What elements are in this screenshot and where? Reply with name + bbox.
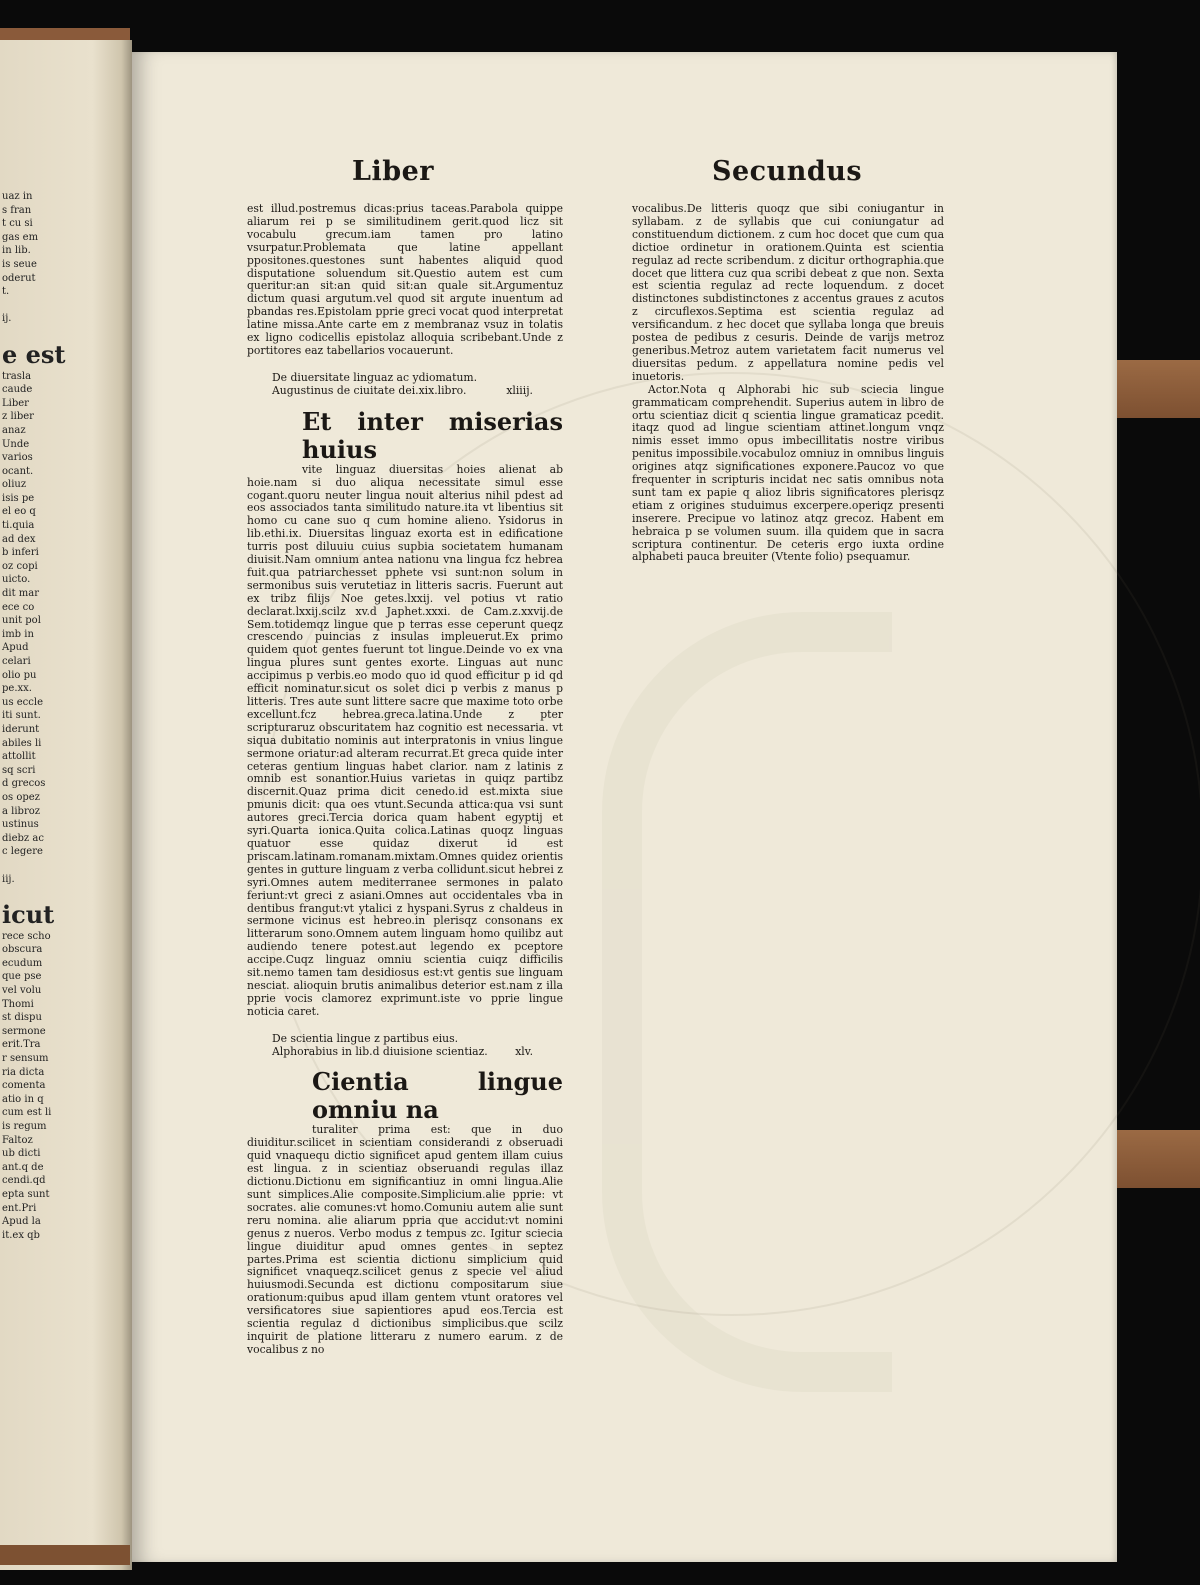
left-page-line: unit pol bbox=[2, 615, 41, 627]
left-page-line: z liber bbox=[2, 411, 34, 423]
left-page-line: e est bbox=[2, 339, 66, 369]
left-page-line: Thomi bbox=[2, 998, 34, 1010]
rubric-title: De diuersitate linguaz ac ydiomatum. bbox=[272, 370, 478, 384]
left-page-line: Apud bbox=[2, 642, 29, 654]
left-page-text bbox=[2, 190, 92, 1242]
left-page-line: it.ex qb bbox=[2, 1229, 40, 1241]
left-page-line bbox=[2, 299, 92, 313]
rubric bbox=[247, 1033, 563, 1059]
left-page-line: Apud la bbox=[2, 1216, 41, 1228]
left-cover-edge-bottom bbox=[0, 1545, 130, 1565]
left-page-line: olio pu bbox=[2, 669, 37, 681]
left-page-line: os opez bbox=[2, 791, 40, 803]
chapter-heading: Et inter miserias huius bbox=[302, 406, 563, 464]
leather-tie-bottom bbox=[1117, 1130, 1200, 1188]
left-page-line: r sensum bbox=[2, 1053, 49, 1065]
left-page-line: uicto. bbox=[2, 574, 31, 586]
left-page-line: t cu si bbox=[2, 218, 33, 230]
left-page-line: ti.quia bbox=[2, 520, 35, 532]
left-page-line bbox=[2, 886, 92, 900]
chapter-number: xlv. bbox=[515, 1044, 533, 1058]
left-page-line: rece scho bbox=[2, 930, 51, 942]
paragraph: est illud.postremus dicas:prius taceas.Parabola quippe aliarum rei p se similitudinem gerit.quod licz sit vocabulu grecum.iam tamen pro latino vsurpatur.Problemata que latine appellant ppositones.questones sunt habentes aliquid quod disputatione soluendum sit.Questio autem est cum queritur:an sit:an quid sit:an quale sit.Argumentuz dictum quasi argutum.vel quod sit argute inuentum ad pbandas res.Epistolam pprie greci vocat quod interpretat latine missa.Ante carte em z membranaz vsuz in tolatis ex ligno codicellis epistolaz alloquia scribebant.Unde z portitores eaz tabellarios vocauerunt. bbox=[247, 202, 563, 357]
left-page-line: oz copi bbox=[2, 560, 38, 572]
left-page-line: celari bbox=[2, 656, 31, 667]
left-page-line: vel volu bbox=[2, 985, 42, 997]
left-page-line: diebz ac bbox=[2, 832, 44, 844]
left-page-line: oderut bbox=[2, 272, 36, 284]
chapter-number: xliiij. bbox=[506, 383, 533, 397]
rubric bbox=[247, 372, 563, 398]
chapter-heading: Cientia lingue omniu na bbox=[312, 1067, 563, 1125]
left-page-line: s fran bbox=[2, 204, 32, 216]
left-page-line: ant.q de bbox=[2, 1161, 44, 1173]
left-page-line: iti sunt. bbox=[2, 710, 41, 722]
paragraph: turaliter prima est: que in duo diuiditur.scilicet in scientiam considerandi z obseruadi quid vnaquequ dictio significet apud gentem illam cuius est lingua. z in scientiaz obseruandi regulas illaz dictionu.Dictionu em significantiuz in omni lingua.Alie sunt simplices.Alie composite.Simplicium.alie pprie: vt socrates. alie comunes:vt homo.Comuniu autem alie sunt reru nomina. alie aliarum ppria que accidut:vt nomini genus z nueros. Verbo modus z tempus zc. Igitur sciecia lingue diuiditur apud omnes gentes in septez partes.Prima est scientia dictionu simplicium quid significet vnaqueqz.scilicet genus z specie vel aliud huiusmodi.Secunda est dictionu compositarum siue orationum:quibus apud illam gentem vtunt oratores vel versificatores siue sapientiores apud eos.Tercia est scientia regulaz d dictionibus simplicibus.que scilz inquirit de platione litteraru z numero earum. z de vocalibus z no bbox=[247, 1123, 563, 1356]
left-page-line: pe.xx. bbox=[2, 683, 32, 695]
left-page-line: gas em bbox=[2, 231, 39, 243]
rubric-source: Augustinus de ciuitate dei.xix.libro. bbox=[272, 383, 467, 397]
left-page-line: comenta bbox=[2, 1080, 46, 1092]
paragraph: vite linguaz diuersitas hoies alienat ab hoie.nam si duo aliqua necessitate simul esse cogant.quoru neuter lingua nouit alterius nihil pdest ad eos associados tanta similitudo nature.ita vt libentius sit homo cu cane suo q cum homine alieno. Ysidorus in lib.ethi.ix. Diuersitas linguaz exorta est in edificatione turris post diluuiu cuius supbia societatem humanam diuisit.Nam omnium antea nationu vna lingua fcz hebrea fuit.qua patriarchesset pphete vsi sunt:non solum in sermonibus suis verutetiaz in litteris sacris. Fuerunt aut ex tribz filijs Noe getes.lxxij. vel potius vt ratio declarat.lxxij.scilz xv.d Japhet.xxxi. de Cam.z.xxvij.de Sem.totidemqz lingue que p terras esse ceperunt queqz crescendo puincias z insulas impleuerut.Ex primo quidem quot gentes fuerunt tot lingue.Deinde vo ex vna lingua plures sunt gentes exorte. Linguas aut nunc accipimus p verbis.eo modo quo id quod efficitur p id qd efficit nominatur.sicut os solet dici p verbis z manus p litteris. Tres aute sunt littere sacre que maxime toto orbe excellunt.fcz hebrea.greca.latina.Unde z pter scripturaruz obscuritatem haz cognitio est necessaria. vt siqua dubitatio nominis aut interpratonis in vnius lingue sermone oriatur:ad alteram recurrat.Et greca quide inter ceteras gentium linguas habet clarior. nam z latinis z omnib est sonantior.Huius varietas in quiqz partibz discernit.Quaz prima dicit cenedo.id est.mixta siue pmunis dicit: qua oes vtunt.Secunda attica:qua vsi sunt autores greci.Tercia dorica quam habent egyptij et syri.Quarta ionica.Quita colica.Latinas quoqz linguas quatuor esse quidaz dixerut id est priscam.latinam.romanam.mixtam.Omnes quidez orientis gentes in gutture linguam z verba collidunt.sicut hebrei z syri.Omnes autem mediterranee sermones in palato feriunt:vt greci z asiani.Omnes aut occidentales vba in dentibus frangut:vt ytalici z hyspani.Syrus z chaldeus in sermone vicinus est hebreo.in plerisqz consonans ex litterarum sono.Omnem autem linguam homo quilibz aut audiendo tenere potest.aut legendo ex pceptore accipe.Cuqz linguaz omniu scientia cuiqz difficilis sit.nemo tamen tam desidiosus est:vt gentis sue linguam nesciat. alioquin brutis animalibus deterior est.nam z illa pprie vocis clamorez exprimunt.iste vo pprie lingue noticia caret. bbox=[247, 462, 563, 1018]
left-page-line: icut bbox=[2, 899, 55, 929]
left-page-line: atio in q bbox=[2, 1093, 44, 1105]
left-page-line: ecudum bbox=[2, 957, 43, 969]
rubric-source: Alphorabius in lib.d diuisione scientiaz. bbox=[272, 1044, 488, 1058]
left-page-line: in lib. bbox=[2, 245, 31, 257]
left-page-line: Faltoz bbox=[2, 1134, 33, 1146]
left-page-fragment bbox=[0, 40, 132, 1570]
left-page-line: Liber bbox=[2, 397, 29, 409]
left-text-column bbox=[247, 203, 563, 1357]
left-page-line: is seue bbox=[2, 258, 37, 270]
left-page-line: ria dicta bbox=[2, 1066, 45, 1078]
left-page-line: uaz in bbox=[2, 191, 33, 202]
left-page-line bbox=[2, 326, 92, 340]
leather-tie-top bbox=[1117, 360, 1200, 418]
left-page-line: epta sunt bbox=[2, 1188, 50, 1200]
left-page-line: t. bbox=[2, 286, 10, 298]
left-page-line: sq scri bbox=[2, 764, 36, 776]
left-page-line: cendi.qd bbox=[2, 1175, 46, 1187]
left-page-line: erit.Tra bbox=[2, 1039, 41, 1051]
left-page-line: abiles li bbox=[2, 737, 42, 749]
left-page-line: imb in bbox=[2, 628, 34, 640]
left-page-line: sermone bbox=[2, 1025, 46, 1037]
left-page-line: trasla bbox=[2, 370, 32, 382]
left-page-line: ocant. bbox=[2, 465, 34, 477]
left-page-line: oliuz bbox=[2, 479, 27, 491]
left-page-line: ad dex bbox=[2, 533, 36, 545]
left-page-line: ent.Pri bbox=[2, 1202, 37, 1214]
left-page-line: attollit bbox=[2, 751, 36, 763]
left-page-line: iderunt bbox=[2, 723, 40, 735]
left-page-line: ustinus bbox=[2, 819, 39, 831]
right-text-column bbox=[632, 203, 944, 564]
left-page-line: que pse bbox=[2, 971, 42, 983]
left-page-line: iij. bbox=[2, 873, 15, 885]
watermark-letter bbox=[602, 612, 892, 1392]
left-page-line: dit mar bbox=[2, 588, 40, 600]
left-page-line: Unde bbox=[2, 438, 30, 450]
left-page-line: us eccle bbox=[2, 696, 43, 708]
left-page-line: b inferi bbox=[2, 547, 39, 559]
left-page-line: ij. bbox=[2, 313, 12, 325]
left-page-line: a libroz bbox=[2, 805, 41, 817]
left-page-line: is regum bbox=[2, 1121, 47, 1132]
left-page-line bbox=[2, 859, 92, 873]
rubric-title: De scientia lingue z partibus eius. bbox=[272, 1031, 459, 1045]
left-page-line: el eo q bbox=[2, 506, 36, 518]
left-page-line: ece co bbox=[2, 601, 35, 613]
left-page-line: cum est li bbox=[2, 1107, 52, 1119]
left-page-line: obscura bbox=[2, 944, 43, 956]
left-page-line: isis pe bbox=[2, 492, 35, 504]
paragraph: vocalibus.De litteris quoqz que sibi coniugantur in syllabam. z de syllabis que cui coniungatur ad constituendum dictionem. z cum hoc docet que cum qua dictioe ordinetur in orationem.Quinta est scientia regulaz ad recte scribendum. z dicitur orthographia.que docet que littera cuz qua scribi debeat z que non. Sexta est scientia regulaz ad recte loquendum. z docet distinctones subdistinctones z accentus graues z acutos z circuflexos.Septima est scientia regulaz ad versificandum. z hec docet que syllaba longa que breuis postea de pedibus z cesuris. Deinde de varijs metroz generibus.Metroz autem varietatem facit numerus vel diuersitas pedum. z appellatura nomine pedis vel inuetoris. bbox=[632, 202, 944, 383]
left-page-line: varios bbox=[2, 452, 33, 464]
left-page-line: anaz bbox=[2, 424, 26, 436]
left-page-line: c legere bbox=[2, 846, 43, 858]
running-head-left: Liber bbox=[352, 156, 435, 187]
left-page-line: d grecos bbox=[2, 778, 46, 790]
left-page-line: ub dicti bbox=[2, 1148, 41, 1160]
running-head-right: Secundus bbox=[712, 156, 863, 187]
left-page-line: st dispu bbox=[2, 1012, 42, 1024]
left-page-line: caude bbox=[2, 384, 33, 396]
paragraph: Actor.Nota q Alphorabi hic sub sciecia lingue grammaticam comprehendit. Superius autem in libro de ortu scientiaz dicit q scientia lingue gramaticaz pcedit. itaqz quod ad lingue scientiam attinet.longum vnqz nimis esset immo opus imbecillitatis nostre viribus penitus impossibile.vocabuloz omniuz in omnibus linguis origines atqz significationes exponere.Paucoz vo que frequenter in scripturis incidat nec satis omnibus nota sunt tam ex papie q alioz libris significatores plerisqz etiam z origines studuimus excerpere.operiqz presenti inserere. Precipue vo latinoz atqz grecoz. Habent em hebraica p se volumen suum. illa quidem que in sacra scriptura continentur. De ceteris ergo iuxta ordine alphabeti pauca breuiter (Vtente folio) psequamur. bbox=[632, 382, 944, 564]
